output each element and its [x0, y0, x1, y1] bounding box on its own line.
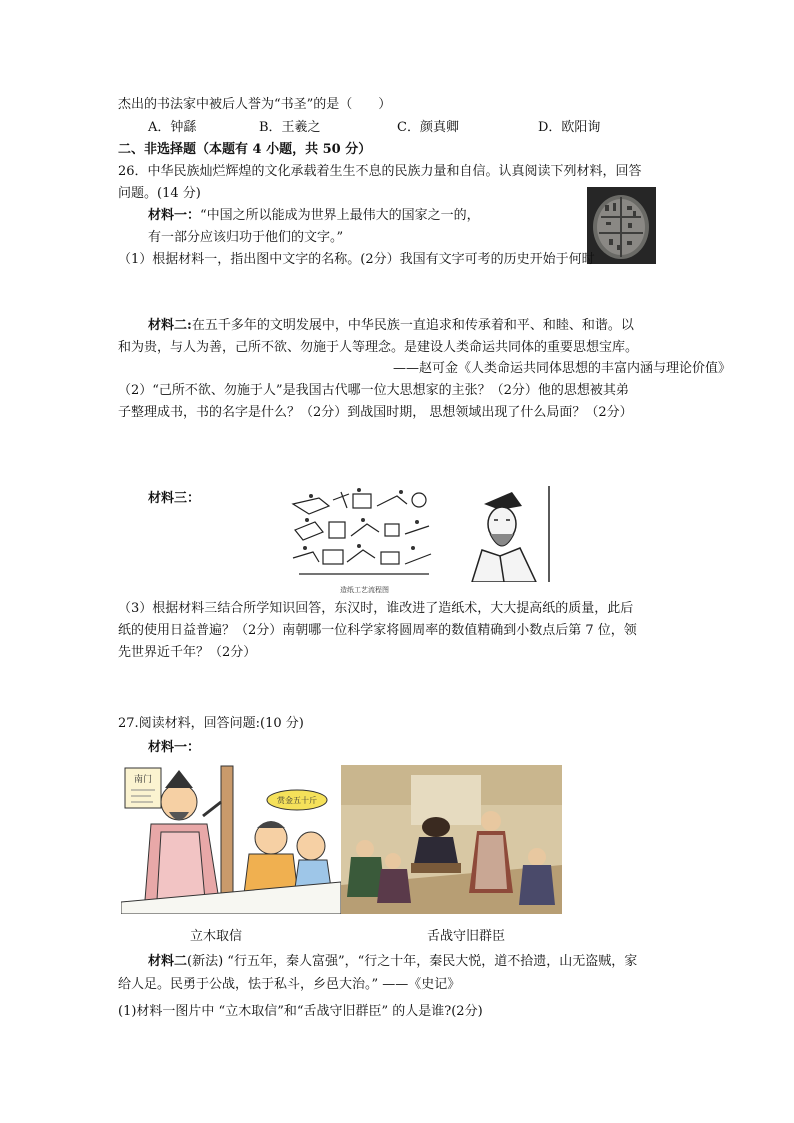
- section-heading: 二、非选择题（本题有 4 小题，共 50 分）: [118, 142, 372, 157]
- q27-material2: [148, 953, 637, 971]
- caption-court-debate: 舌战守旧群臣: [427, 929, 506, 944]
- q26-material3-label: 材料三：: [148, 491, 201, 506]
- q27-intro: 27.阅读材料，回答问题:(10 分): [118, 716, 304, 731]
- q27-question1: (1)材料一图片中 “立木取信”和“舌战守旧群臣” 的人是谁?(2分): [118, 1004, 483, 1019]
- papermaking-caption: 造纸工艺流程图: [340, 586, 389, 594]
- material-label: 材料一：: [148, 208, 201, 223]
- q26-material2-source: ——赵可金《人类命运共同体思想的丰富内涵与理论价值》: [393, 361, 732, 376]
- material-text: (新法) “行五年，秦人富强”，“行之十年，秦民大悦，道不拾遗，山无盗贼，家: [187, 954, 638, 969]
- material-text: 在五千多年的文明发展中，中华民族一直追求和传承着和平、和睦、和谐。以: [191, 318, 634, 333]
- q25-option-b: B．王羲之: [259, 120, 321, 135]
- scientist-portrait-image: [460, 486, 551, 582]
- q26-material1: [148, 207, 480, 225]
- q26-question3-cont2: 先世界近千年？（2分）: [118, 645, 257, 660]
- caption-establish-trust: 立木取信: [190, 929, 243, 944]
- material-label: 材料二:: [148, 318, 192, 333]
- q25-option-c: C．颜真卿: [397, 120, 459, 135]
- q26-question1: （1）根据材料一，指出图中文字的名称。(2分）我国有文字可考的历史开始于何时: [118, 252, 595, 267]
- q26-question3-cont: 纸的使用日益普遍？（2分）南朝哪一位科学家将圆周率的数值精确到小数点后第 7 位，领: [118, 623, 637, 638]
- papermaking-process-image: [289, 486, 437, 582]
- q27-material2-cont: 给人足。民勇于公战，怯于私斗，乡邑大治。” ——《史记》: [118, 977, 461, 992]
- q26-material2: [148, 317, 634, 335]
- establish-trust-cartoon: [121, 762, 341, 914]
- cartoon-bubble-text: 赏金五十斤: [277, 796, 317, 805]
- q25-option-d: D．欧阳询: [538, 120, 601, 135]
- q26-intro: 26．中华民族灿烂辉煌的文化承载着生生不息的民族力量和自信。认真阅读下列材料，回答: [118, 164, 642, 179]
- q26-material2-cont: 和为贵，与人为善，己所不欲、勿施于人等理念。是建设人类命运共同体的重要思想宝库。: [118, 340, 639, 355]
- q26-question2: （2）“己所不欲、勿施于人”是我国古代哪一位大思想家的主张？（2分）他的思想被其弟: [118, 383, 629, 398]
- material-label: 材料二: [148, 954, 188, 969]
- q25-stem: 杰出的书法家中被后人誉为“书圣”的是（ ）: [118, 97, 392, 112]
- cartoon-sign-text: 南门: [133, 775, 153, 785]
- oracle-bone-image: [587, 187, 656, 264]
- court-debate-painting: [341, 765, 562, 914]
- q26-intro-cont: 问题。(14 分): [118, 186, 201, 201]
- material-text: “中国之所以能成为世界上最伟大的国家之一的，: [200, 208, 480, 223]
- q27-material1-label: 材料一：: [148, 740, 201, 755]
- q26-question2-cont: 子整理成书，书的名字是什么？（2分）到战国时期， 思想领域出现了什么局面？（2分）: [118, 405, 633, 420]
- q26-material1-cont: 有一部分应该归功于他们的文字。”: [148, 230, 344, 245]
- q25-option-a: A．钟繇: [148, 120, 197, 135]
- q26-question3: （3）根据材料三结合所学知识回答，东汉时，谁改进了造纸术，大大提高纸的质量，此后: [118, 601, 634, 616]
